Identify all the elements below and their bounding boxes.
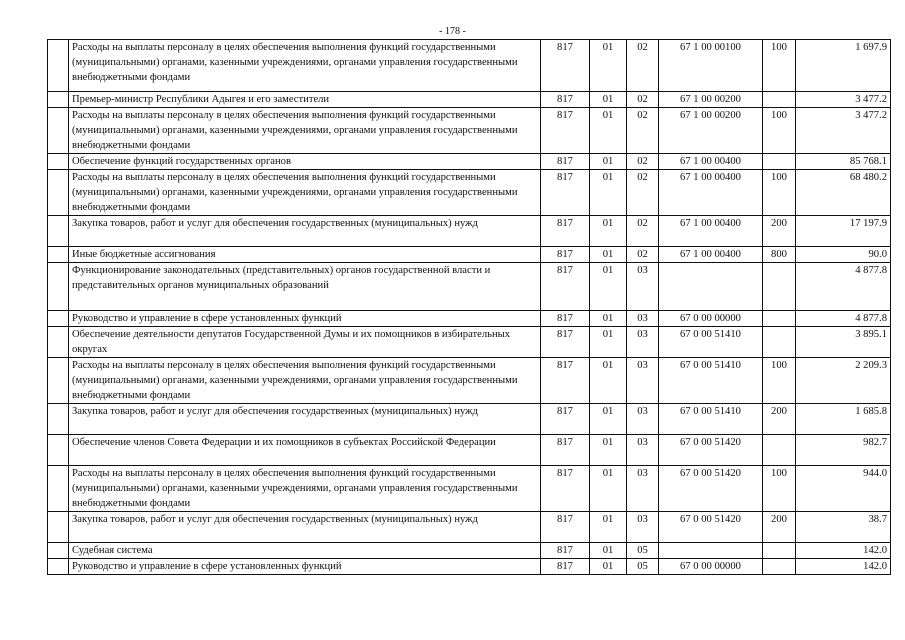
section-cell: 01: [590, 512, 627, 543]
target-item-cell: 67 0 00 51410: [659, 358, 763, 404]
expense-name-cell: Обеспечение деятельности депутатов Государственной Думы и их помощников в избирательных округах: [69, 327, 541, 358]
section-cell: 01: [590, 327, 627, 358]
amount-cell: 1 685.8: [796, 404, 891, 435]
expense-name-cell: Расходы на выплаты персоналу в целях обеспечения выполнения функций государственными (муниципальными) органами, казенными учреждениями, органами управления государственными внебюджетными фондами: [69, 40, 541, 92]
amount-cell: 1 697.9: [796, 40, 891, 92]
row-margin-cell: [48, 543, 69, 559]
expense-type-cell: [763, 311, 796, 327]
section-cell: 01: [590, 435, 627, 466]
ministry-code-cell: 817: [541, 263, 590, 311]
expense-type-cell: [763, 559, 796, 575]
section-cell: 01: [590, 559, 627, 575]
subsection-cell: 02: [627, 40, 659, 92]
section-cell: 01: [590, 466, 627, 512]
ministry-code-cell: 817: [541, 512, 590, 543]
section-cell: 01: [590, 543, 627, 559]
table-row: [48, 435, 891, 466]
table-row: [48, 263, 891, 311]
amount-cell: 2 209.3: [796, 358, 891, 404]
ministry-code-cell: 817: [541, 40, 590, 92]
ministry-code-cell: 817: [541, 435, 590, 466]
row-margin-cell: [48, 512, 69, 543]
ministry-code-cell: 817: [541, 466, 590, 512]
ministry-code-cell: 817: [541, 559, 590, 575]
ministry-code-cell: 817: [541, 327, 590, 358]
ministry-code-cell: 817: [541, 170, 590, 216]
amount-cell: 4 877.8: [796, 311, 891, 327]
expense-name-cell: Премьер-министр Республики Адыгея и его заместители: [69, 92, 541, 108]
row-margin-cell: [48, 108, 69, 154]
subsection-cell: 02: [627, 154, 659, 170]
subsection-cell: 03: [627, 512, 659, 543]
table-row: [48, 358, 891, 404]
expense-name-cell: Расходы на выплаты персоналу в целях обеспечения выполнения функций государственными (муниципальными) органами, казенными учреждениями, органами управления государственными внебюджетными фондами: [69, 466, 541, 512]
expense-name-cell: Иные бюджетные ассигнования: [69, 247, 541, 263]
row-margin-cell: [48, 435, 69, 466]
ministry-code-cell: 817: [541, 404, 590, 435]
budget-table-body: [48, 40, 891, 575]
expense-type-cell: [763, 92, 796, 108]
subsection-cell: 02: [627, 92, 659, 108]
target-item-cell: 67 1 00 00100: [659, 40, 763, 92]
table-row: [48, 311, 891, 327]
expense-name-cell: Расходы на выплаты персоналу в целях обеспечения выполнения функций государственными (муниципальными) органами, казенными учреждениями, органами управления государственными внебюджетными фондами: [69, 358, 541, 404]
subsection-cell: 05: [627, 543, 659, 559]
table-row: [48, 247, 891, 263]
subsection-cell: 02: [627, 170, 659, 216]
expense-name-cell: Закупка товаров, работ и услуг для обеспечения государственных (муниципальных) нужд: [69, 512, 541, 543]
target-item-cell: 67 1 00 00200: [659, 92, 763, 108]
expense-name-cell: Расходы на выплаты персоналу в целях обеспечения выполнения функций государственными (муниципальными) органами, казенными учреждениями, органами управления государственными внебюджетными фондами: [69, 170, 541, 216]
subsection-cell: 03: [627, 404, 659, 435]
expense-type-cell: 200: [763, 404, 796, 435]
table-row: [48, 154, 891, 170]
amount-cell: 142.0: [796, 559, 891, 575]
subsection-cell: 03: [627, 358, 659, 404]
expense-type-cell: [763, 435, 796, 466]
row-margin-cell: [48, 216, 69, 247]
subsection-cell: 03: [627, 311, 659, 327]
table-row: [48, 170, 891, 216]
expense-type-cell: 200: [763, 512, 796, 543]
target-item-cell: 67 1 00 00400: [659, 247, 763, 263]
target-item-cell: [659, 263, 763, 311]
section-cell: 01: [590, 40, 627, 92]
subsection-cell: 03: [627, 466, 659, 512]
amount-cell: 944.0: [796, 466, 891, 512]
expense-type-cell: [763, 263, 796, 311]
section-cell: 01: [590, 263, 627, 311]
target-item-cell: 67 0 00 51420: [659, 512, 763, 543]
amount-cell: 17 197.9: [796, 216, 891, 247]
ministry-code-cell: 817: [541, 311, 590, 327]
row-margin-cell: [48, 466, 69, 512]
page-number: - 178 -: [439, 26, 466, 37]
subsection-cell: 03: [627, 263, 659, 311]
target-item-cell: 67 0 00 00000: [659, 559, 763, 575]
amount-cell: 68 480.2: [796, 170, 891, 216]
expense-name-cell: Руководство и управление в сфере установленных функций: [69, 559, 541, 575]
subsection-cell: 03: [627, 327, 659, 358]
target-item-cell: 67 0 00 51410: [659, 327, 763, 358]
table-row: [48, 512, 891, 543]
expense-name-cell: Обеспечение членов Совета Федерации и их помощников в субъектах Российской Федерации: [69, 435, 541, 466]
expense-type-cell: [763, 543, 796, 559]
row-margin-cell: [48, 92, 69, 108]
table-row: [48, 466, 891, 512]
expense-type-cell: 100: [763, 40, 796, 92]
expense-type-cell: 200: [763, 216, 796, 247]
section-cell: 01: [590, 170, 627, 216]
amount-cell: 4 877.8: [796, 263, 891, 311]
section-cell: 01: [590, 92, 627, 108]
expense-type-cell: 100: [763, 466, 796, 512]
ministry-code-cell: 817: [541, 543, 590, 559]
expense-name-cell: Расходы на выплаты персоналу в целях обеспечения выполнения функций государственными (муниципальными) органами, казенными учреждениями, органами управления государственными внебюджетными фондами: [69, 108, 541, 154]
target-item-cell: 67 1 00 00400: [659, 154, 763, 170]
amount-cell: 3 895.1: [796, 327, 891, 358]
expense-type-cell: 100: [763, 108, 796, 154]
ministry-code-cell: 817: [541, 108, 590, 154]
table-row: [48, 404, 891, 435]
row-margin-cell: [48, 358, 69, 404]
amount-cell: 90.0: [796, 247, 891, 263]
table-row: [48, 327, 891, 358]
budget-table: [47, 39, 891, 575]
target-item-cell: [659, 543, 763, 559]
ministry-code-cell: 817: [541, 92, 590, 108]
expense-name-cell: Функционирование законодательных (представительных) органов государственной власти и представительных органов муниципальных образований: [69, 263, 541, 311]
row-margin-cell: [48, 404, 69, 435]
section-cell: 01: [590, 108, 627, 154]
target-item-cell: 67 0 00 51420: [659, 466, 763, 512]
expense-name-cell: Закупка товаров, работ и услуг для обеспечения государственных (муниципальных) нужд: [69, 216, 541, 247]
target-item-cell: 67 1 00 00400: [659, 216, 763, 247]
table-row: [48, 92, 891, 108]
section-cell: 01: [590, 247, 627, 263]
section-cell: 01: [590, 404, 627, 435]
ministry-code-cell: 817: [541, 247, 590, 263]
amount-cell: 982.7: [796, 435, 891, 466]
amount-cell: 3 477.2: [796, 92, 891, 108]
section-cell: 01: [590, 358, 627, 404]
row-margin-cell: [48, 154, 69, 170]
subsection-cell: 03: [627, 435, 659, 466]
expense-name-cell: Обеспечение функций государственных органов: [69, 154, 541, 170]
target-item-cell: 67 0 00 51410: [659, 404, 763, 435]
section-cell: 01: [590, 154, 627, 170]
table-row: [48, 108, 891, 154]
ministry-code-cell: 817: [541, 216, 590, 247]
section-cell: 01: [590, 311, 627, 327]
expense-type-cell: 800: [763, 247, 796, 263]
target-item-cell: 67 1 00 00400: [659, 170, 763, 216]
subsection-cell: 02: [627, 216, 659, 247]
expense-type-cell: 100: [763, 170, 796, 216]
ministry-code-cell: 817: [541, 154, 590, 170]
target-item-cell: 67 0 00 00000: [659, 311, 763, 327]
expense-type-cell: 100: [763, 358, 796, 404]
row-margin-cell: [48, 559, 69, 575]
ministry-code-cell: 817: [541, 358, 590, 404]
row-margin-cell: [48, 263, 69, 311]
section-cell: 01: [590, 216, 627, 247]
amount-cell: 142.0: [796, 543, 891, 559]
expense-name-cell: Закупка товаров, работ и услуг для обеспечения государственных (муниципальных) нужд: [69, 404, 541, 435]
expense-type-cell: [763, 154, 796, 170]
table-row: [48, 543, 891, 559]
row-margin-cell: [48, 170, 69, 216]
row-margin-cell: [48, 327, 69, 358]
subsection-cell: 02: [627, 247, 659, 263]
row-margin-cell: [48, 247, 69, 263]
expense-name-cell: Судебная система: [69, 543, 541, 559]
amount-cell: 85 768.1: [796, 154, 891, 170]
row-margin-cell: [48, 40, 69, 92]
target-item-cell: 67 1 00 00200: [659, 108, 763, 154]
table-row: [48, 40, 891, 92]
expense-type-cell: [763, 327, 796, 358]
table-row: [48, 216, 891, 247]
amount-cell: 38.7: [796, 512, 891, 543]
target-item-cell: 67 0 00 51420: [659, 435, 763, 466]
subsection-cell: 05: [627, 559, 659, 575]
subsection-cell: 02: [627, 108, 659, 154]
amount-cell: 3 477.2: [796, 108, 891, 154]
expense-name-cell: Руководство и управление в сфере установленных функций: [69, 311, 541, 327]
table-row: [48, 559, 891, 575]
row-margin-cell: [48, 311, 69, 327]
